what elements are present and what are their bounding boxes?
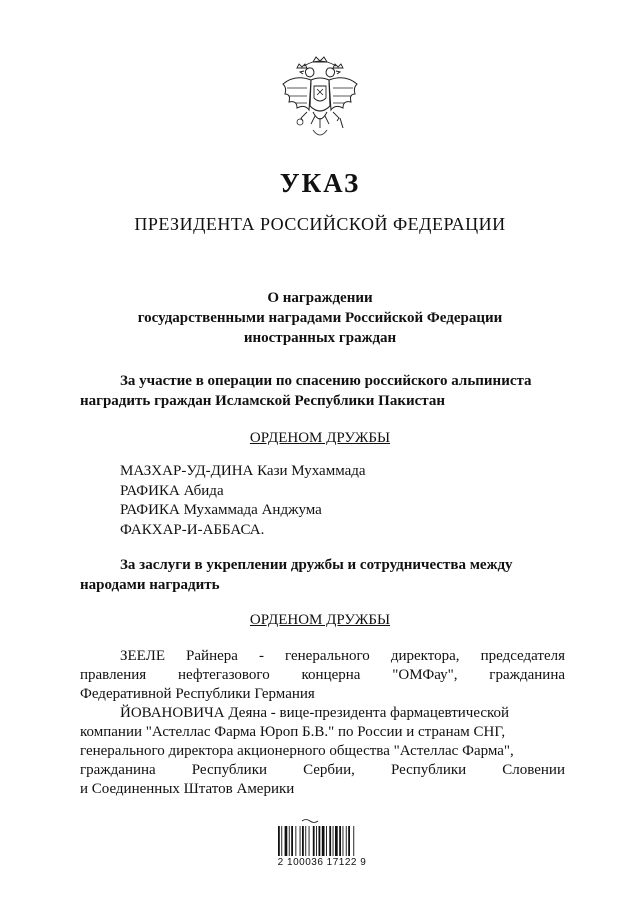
document-subtitle: ПРЕЗИДЕНТА РОССИЙСКОЙ ФЕДЕРАЦИИ <box>134 214 506 234</box>
awardee-line: Федеративной Республики Германия <box>80 686 315 702</box>
intro-line: народами наградить <box>80 576 220 593</box>
awardee-name: РАФИКА Абида <box>120 482 224 499</box>
awardee-line: генерального директора акционерного общества "Астеллас Фарма", <box>80 743 514 759</box>
awardee-line: гражданина Республики Сербии, Республики Словении <box>80 762 565 778</box>
section2-intro <box>80 556 565 595</box>
awardee-line: компании "Астеллас Фарма Юроп Б.В." по России и странам СНГ, <box>80 724 506 740</box>
decree-heading <box>0 288 640 348</box>
order-title: ОРДЕНОМ ДРУЖБЫ <box>249 430 391 446</box>
heading-line: государственными наградами Российской Федерации <box>137 310 503 326</box>
awardee-line: ЗЕЕЛЕ Райнера - генерального директора, председателя <box>120 648 565 664</box>
awardee-line: и Соединенных Штатов Америки <box>80 781 295 797</box>
awardee-entry <box>80 647 565 704</box>
intro-line: За заслуги в укреплении дружбы и сотрудничества между <box>120 557 513 573</box>
intro-line: За участие в операции по спасению российского альпиниста <box>120 373 532 389</box>
barcode-icon <box>276 818 366 858</box>
awardee-line: правления нефтегазового концерна "ОМФау", гражданина <box>80 667 565 683</box>
intro-line: наградить граждан Исламской Республики Пакистан <box>80 392 445 409</box>
russian-coat-of-arms-icon <box>277 54 363 146</box>
awardee-name: РАФИКА Мухаммада Анджума <box>120 502 322 518</box>
awardee-entry <box>80 704 565 799</box>
order-title: ОРДЕНОМ ДРУЖБЫ <box>249 612 391 628</box>
barcode-number: 2 100036 17122 9 <box>277 857 367 868</box>
awardee-list <box>120 462 366 540</box>
awardee-name: МАЗХАР-УД-ДИНА Кази Мухаммада <box>120 463 366 479</box>
document-title: УКАЗ <box>279 168 361 198</box>
heading-line: О награждении <box>267 290 373 306</box>
awardee-line: ЙОВАНОВИЧА Деяна - вице-президента фармацевтической <box>120 705 510 721</box>
awardee-name: ФАКХАР-И-АББАСА. <box>120 521 265 538</box>
heading-line: иностранных граждан <box>243 330 397 346</box>
section1-intro <box>80 372 565 411</box>
